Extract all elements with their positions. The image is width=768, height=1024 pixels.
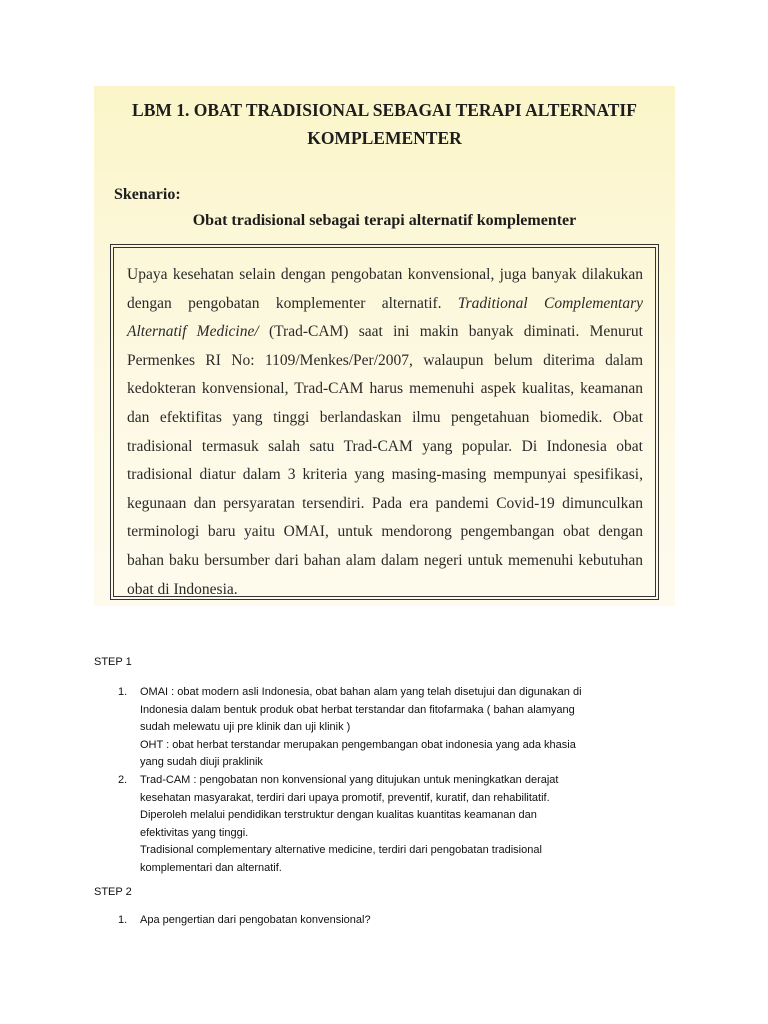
- step-1-heading: STEP 1: [94, 656, 132, 668]
- scenario-text: [113, 247, 656, 597]
- list-line: efektivitas yang tinggi.: [140, 826, 249, 839]
- list-line: yang sudah diuji praklinik: [140, 756, 263, 769]
- list-line: Tradisional complementary alternative medicine, terdiri dari pengobatan tradisional: [140, 844, 542, 857]
- step-2-list: [118, 912, 678, 930]
- step-2-heading: STEP 2: [94, 886, 132, 898]
- title-line-1: LBM 1. OBAT TRADISIONAL SEBAGAI TERAPI ALTERNATIF: [132, 100, 637, 120]
- title-line-2: KOMPLEMENTER: [307, 128, 462, 148]
- scenario-subtitle: Obat tradisional sebagai terapi alternatif komplementer: [192, 212, 577, 229]
- list-item: [118, 912, 678, 930]
- list-line: sudah melewatu uji pre klinik dan uji klinik ): [140, 721, 351, 734]
- list-line: Indonesia dalam bentuk produk obat herbat terstandar dan fitofarmaka ( bahan alamyang: [140, 703, 575, 716]
- scenario-box: [110, 244, 659, 600]
- list-number: 2.: [118, 773, 128, 786]
- list-line: kesehatan masyarakat, terdiri dari upaya promotif, preventif, kuratif, dan rehabilitatif.: [140, 791, 550, 804]
- document-title: [94, 96, 675, 152]
- skenario-label: Skenario:: [114, 186, 181, 203]
- list-item: [118, 772, 678, 878]
- step-1-list: [118, 684, 678, 878]
- scenario-text-italic: Traditional Complementary Alternatif Medicine/: [127, 294, 643, 341]
- list-line: komplementari dan alternatif.: [140, 861, 282, 874]
- scenario-text-part-1: Upaya kesehatan selain dengan pengobatan konvensional, juga banyak dilakukan dengan pengobatan komplementer alternatif.: [127, 266, 643, 312]
- list-line: Trad-CAM : pengobatan non konvensional yang ditujukan untuk meningkatkan derajat: [140, 773, 559, 786]
- list-line: OHT : obat herbat terstandar merupakan pengembangan obat indonesia yang ada khasia: [140, 738, 576, 751]
- list-line: Diperoleh melalui pendidikan terstruktur dengan kualitas kuantitas keamanan dan: [140, 809, 537, 822]
- scenario-banner: [94, 86, 675, 606]
- list-line: OMAI : obat modern asli Indonesia, obat bahan alam yang telah disetujui dan digunakan di: [140, 686, 582, 698]
- list-number: 1.: [118, 914, 128, 926]
- list-line: Apa pengertian dari pengobatan konvensional?: [140, 914, 371, 926]
- list-number: 1.: [118, 686, 128, 698]
- scenario-text-part-2: (Trad-CAM) saat ini makin banyak diminati. Menurut Permenkes RI No: 1109/Menkes/Per/2007, walaupun belum diterima dalam kedokteran konvensional, Trad-CAM harus memenuhi aspek kualitas, keamanan dan efektifitas yang tinggi berlandaskan ilmu pengetahuan biomedik. Obat tradisional termasuk salah satu Trad-CAM yang popular. Di Indonesia obat tradisional diatur dalam 3 kriteria yang masing-masing mempunyai spesifikasi, kegunaan dan persyaratan tersendiri. Pada era pandemi Covid-19 dimunculkan terminologi baru yaitu OMAI, untuk mendorong pengembangan obat dengan bahan baku bersumber dari bahan alam dalam negeri untuk memenuhi kebutuhan obat di Indonesia.: [127, 323, 643, 598]
- list-item: [118, 684, 678, 772]
